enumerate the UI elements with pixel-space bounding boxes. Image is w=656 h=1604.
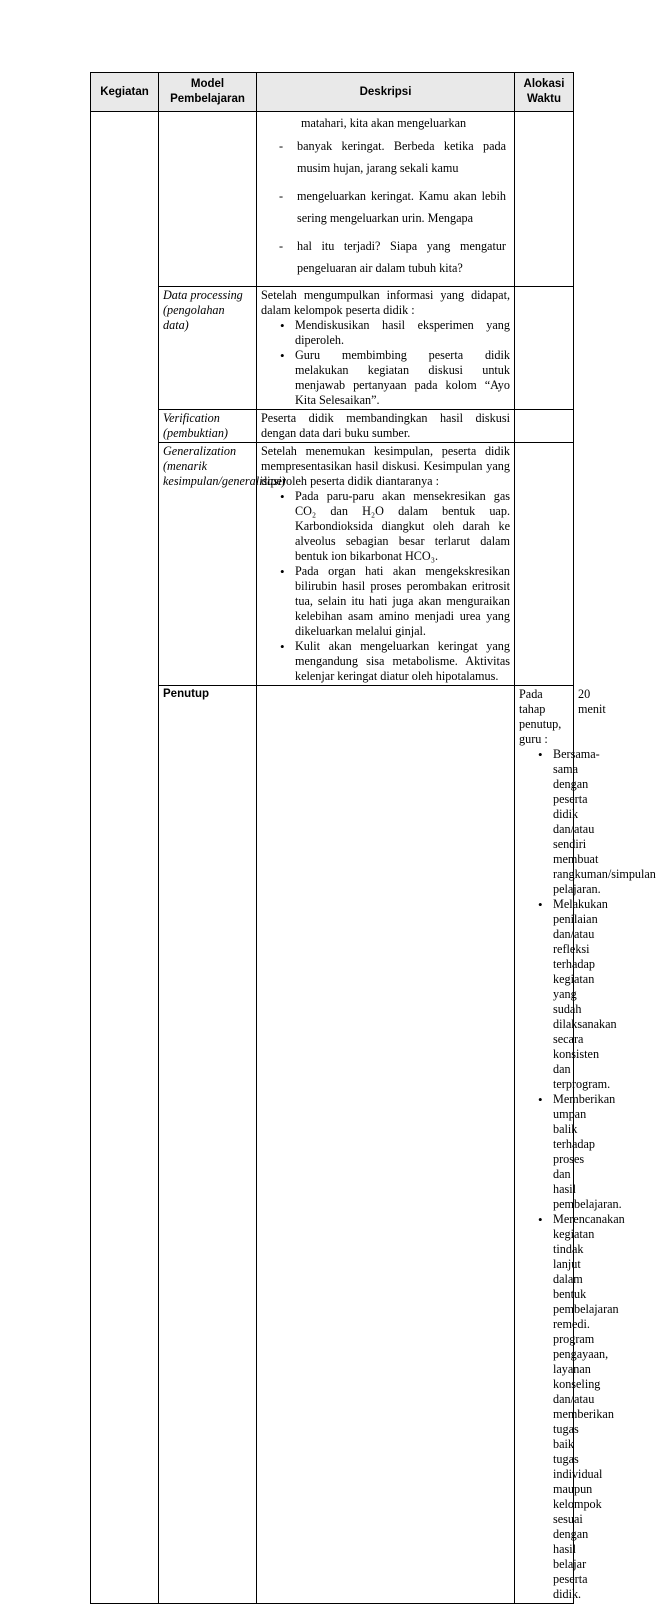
- model-data-processing: Data processing (pengolahan data): [159, 287, 257, 410]
- generalization-intro: Setelah menemukan kesimpulan, peserta didik mempresentasikan hasil diskusi. Kesimpulan yang diperoleh peserta didik diantaranya :: [261, 444, 510, 488]
- penutup-bullets: [519, 747, 656, 1602]
- header-kegiatan: Kegiatan: [91, 73, 159, 112]
- bullet-item: • Merencanakan kegiatan tindak lanjut dalam bentuk pembelajaran remedi. program pengayaan, layanan konseling dan/atau memberikan tugas baik tugas individual maupun kelompok sesuai dengan hasil belajar peserta didik.: [553, 1212, 569, 1602]
- penutup-intro: Pada tahap penutup, guru :: [519, 687, 562, 746]
- bullet-item: • Bersama-sama dengan peserta didik dan/atau sendiri membuat rangkuman/simpulan pelajaran.: [553, 747, 569, 897]
- data-processing-bullets: [261, 318, 510, 408]
- kegiatan-cell-empty: [91, 112, 159, 1604]
- table-row-generalization: [91, 443, 574, 686]
- dash-list: [261, 135, 510, 279]
- alokasi-cell-empty: [515, 112, 574, 287]
- deskripsi-penutup: [515, 686, 656, 1604]
- dash-item: - hal itu terjadi? Siapa yang mengatur pengeluaran air dalam tubuh kita?: [279, 235, 506, 279]
- header-alokasi: Alokasi Waktu: [515, 73, 574, 112]
- bullet-item: • Kulit akan mengeluarkan keringat yang mengandung sisa metabolisme. Aktivitas kelenjar keringat diatur oleh hipotalamus.: [295, 639, 510, 684]
- table-row-penutup: Penutup Pada tahap penutup, guru : • Bersama-sama dengan peserta didik dan/atau sendiri membuat rangkuman/simpulan pelajaran. • Melakukan penilaian dan/atau refleksi terhadap kegiatan yang sudah dilaksanakan secara konsisten dan terprogram. • Memberikan umpan balik terhadap proses dan hasil pembelajaran. • Merencanakan kegiatan tindak lanjut dalam bentuk pembelajaran remedi. program pengayaan, layanan konseling dan/atau memberikan tugas baik tugas individual maupun kelompok sesuai dengan hasil belajar peserta didik. 20 menit: [91, 686, 574, 1604]
- data-processing-intro: Setelah mengumpulkan informasi yang didapat, dalam kelompok peserta didik :: [261, 288, 510, 317]
- model-cell-empty: [159, 112, 257, 287]
- continued-lead: matahari, kita akan mengeluarkan: [301, 116, 467, 130]
- header-model: Model Pembelajaran: [159, 73, 257, 112]
- deskripsi-generalization: [257, 443, 515, 686]
- kegiatan-penutup: Penutup: [159, 686, 257, 1604]
- deskripsi-data-processing: [257, 287, 515, 410]
- table-row-verification: [91, 410, 574, 443]
- bullet-item: • Pada organ hati akan mengekskresikan bilirubin hasil proses perombakan eritrosit tua, selain itu hati juga akan menguraikan kelebihan asam amino menjadi urea yang dikeluarkan melalui ginjal.: [295, 564, 510, 639]
- alokasi-cell-empty: [515, 410, 574, 443]
- bullet-item: • Melakukan penilaian dan/atau refleksi terhadap kegiatan yang sudah dilaksanakan secara konsisten dan terprogram.: [553, 897, 569, 1092]
- generalization-bullets: [261, 489, 510, 684]
- bullet-item: • Pada paru-paru akan mensekresikan gas CO₂ dan H₂O dalam bentuk uap. Karbondioksida diangkut oleh darah ke alveolus sebagian besar terlarut dalam bentuk ion bikarbonat HCO₃.: [295, 489, 510, 564]
- dash-item: - banyak keringat. Berbeda ketika pada musim hujan, jarang sekali kamu: [279, 135, 506, 179]
- deskripsi-verification: Peserta didik membandingkan hasil diskusi dengan data dari buku sumber.: [257, 410, 515, 443]
- alokasi-cell-empty: [515, 287, 574, 410]
- bullet-item: • Mendiskusikan hasil eksperimen yang diperoleh.: [295, 318, 510, 348]
- bullet-item: • Guru membimbing peserta didik melakukan kegiatan diskusi untuk menjawab pertanyaan pada kolom “Ayo Kita Selesaikan”.: [295, 348, 510, 408]
- bullet-item: • Memberikan umpan balik terhadap proses dan hasil pembelajaran.: [553, 1092, 569, 1212]
- model-verification: Verification (pembuktian): [159, 410, 257, 443]
- model-cell-empty: [257, 686, 515, 1604]
- lesson-plan-table: [90, 72, 656, 1604]
- deskripsi-cell-continued: [257, 112, 515, 287]
- dash-item: - mengeluarkan keringat. Kamu akan lebih sering mengeluarkan urin. Mengapa: [279, 185, 506, 229]
- table-row-continued: [91, 112, 574, 287]
- table-row-data-processing: [91, 287, 574, 410]
- header-row: [91, 73, 574, 112]
- header-deskripsi: Deskripsi: [257, 73, 515, 112]
- model-generalization: Generalization (menarik kesimpulan/generalisasi): [159, 443, 257, 686]
- alokasi-cell-empty: [515, 443, 574, 686]
